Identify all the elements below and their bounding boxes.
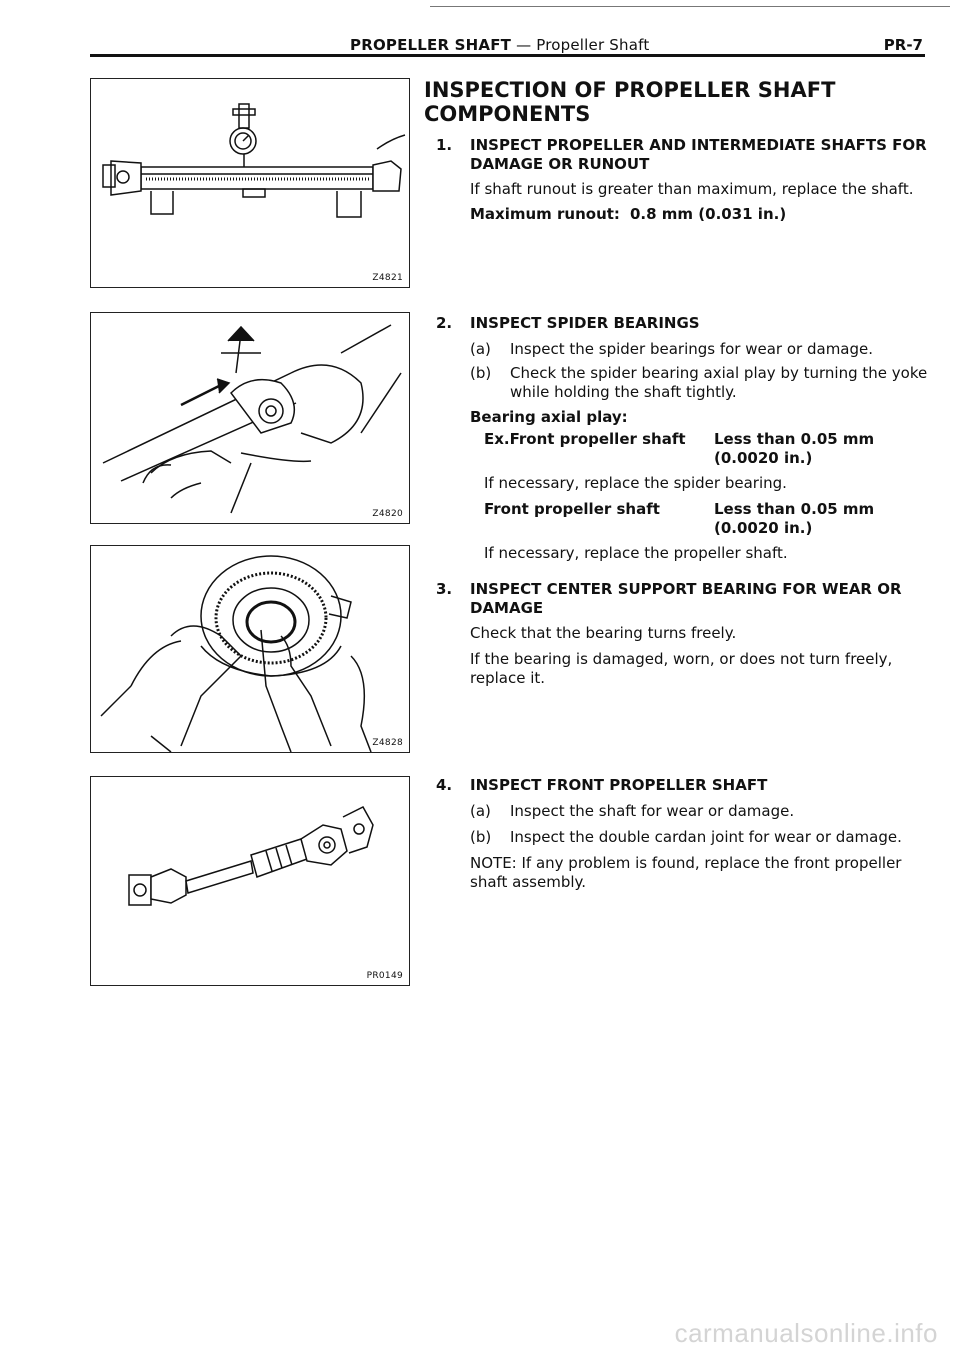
header-subsection: Propeller Shaft — [536, 36, 650, 54]
figure-code: PR0149 — [366, 971, 403, 981]
spec-front-value-line2: (0.0020 in.) — [714, 519, 813, 537]
figure-code: Z4820 — [372, 509, 403, 519]
front-propeller-shaft-icon — [91, 777, 409, 985]
step-3-number: 3. — [436, 580, 453, 598]
figure-front-propeller-shaft — [90, 776, 410, 986]
step-2a-label: (a) — [470, 340, 491, 358]
center-support-bearing-icon — [91, 546, 409, 752]
step-2-heading: INSPECT SPIDER BEARINGS — [470, 314, 700, 332]
step-1-heading-line1: INSPECT PROPELLER AND INTERMEDIATE SHAFTS FOR — [470, 136, 927, 154]
spider-bearing-play-icon — [91, 313, 409, 523]
step-2b-text-line1: Check the spider bearing axial play by turning the yoke — [510, 364, 928, 382]
page-header — [90, 30, 925, 56]
figure-center-bearing — [90, 545, 410, 753]
watermark: carmanualsonline.info — [674, 1318, 938, 1348]
spec-front-note: If necessary, replace the propeller shaft. — [484, 544, 788, 562]
section-title-line2: COMPONENTS — [424, 102, 591, 126]
step-1-spec-label: Maximum runout: — [470, 205, 620, 223]
step-3-heading — [470, 580, 902, 618]
step-4a-text: Inspect the shaft for wear or damage. — [510, 802, 795, 820]
step-2b-text — [510, 364, 927, 402]
header-section: PROPELLER SHAFT — [350, 36, 512, 54]
section-title — [424, 78, 835, 126]
step-2b-label: (b) — [470, 364, 492, 382]
step-3-text-2-line1: If the bearing is damaged, worn, or does not turn freely, — [470, 650, 893, 668]
step-1-text: If shaft runout is greater than maximum, replace the shaft. — [470, 180, 914, 198]
figure-shaft-runout — [90, 78, 410, 288]
spec-ex-value-line2: (0.0020 in.) — [714, 449, 813, 467]
top-rule — [430, 6, 950, 7]
section-title-line1: INSPECTION OF PROPELLER SHAFT — [424, 78, 836, 102]
step-4-heading: INSPECT FRONT PROPELLER SHAFT — [470, 776, 768, 794]
step-3-text-1: Check that the bearing turns freely. — [470, 624, 737, 642]
step-4-note-line2: shaft assembly. — [470, 873, 587, 891]
header-separator: — — [516, 36, 532, 54]
step-3-heading-line2: DAMAGE — [470, 599, 544, 617]
spec-ex-label: Ex.Front propeller shaft — [484, 430, 686, 448]
step-4-note — [470, 854, 901, 892]
figure-code: Z4821 — [372, 273, 403, 283]
spec-ex-value-line1: Less than 0.05 mm — [714, 430, 875, 448]
spec-front-value — [714, 500, 874, 538]
figure-spider-bearing — [90, 312, 410, 524]
header-title — [350, 36, 649, 54]
step-1-heading — [470, 136, 927, 174]
step-3-text-2 — [470, 650, 892, 688]
header-rule — [90, 54, 925, 57]
step-3-text-2-line2: replace it. — [470, 669, 546, 687]
dial-indicator-shaft-runout-icon — [91, 79, 409, 287]
step-2b-text-line2: while holding the shaft tightly. — [510, 383, 737, 401]
step-4-note-line1: NOTE: If any problem is found, replace the front propeller — [470, 854, 902, 872]
step-2-number: 2. — [436, 314, 453, 332]
page-number: PR-7 — [883, 36, 923, 54]
step-4b-text: Inspect the double cardan joint for wear or damage. — [510, 828, 902, 846]
spec-front-value-line1: Less than 0.05 mm — [714, 500, 875, 518]
step-1-spec-value: 0.8 mm (0.031 in.) — [630, 205, 787, 223]
figure-code: Z4828 — [372, 738, 403, 748]
spec-title: Bearing axial play: — [470, 408, 628, 426]
spec-front-label: Front propeller shaft — [484, 500, 660, 518]
step-3-heading-line1: INSPECT CENTER SUPPORT BEARING FOR WEAR OR — [470, 580, 902, 598]
step-1-number: 1. — [436, 136, 453, 154]
step-1-heading-line2: DAMAGE OR RUNOUT — [470, 155, 650, 173]
step-4b-label: (b) — [470, 828, 492, 846]
step-4-number: 4. — [436, 776, 453, 794]
step-4a-label: (a) — [470, 802, 491, 820]
step-2a-text: Inspect the spider bearings for wear or damage. — [510, 340, 874, 358]
spec-ex-note: If necessary, replace the spider bearing. — [484, 474, 787, 492]
spec-ex-value — [714, 430, 874, 468]
